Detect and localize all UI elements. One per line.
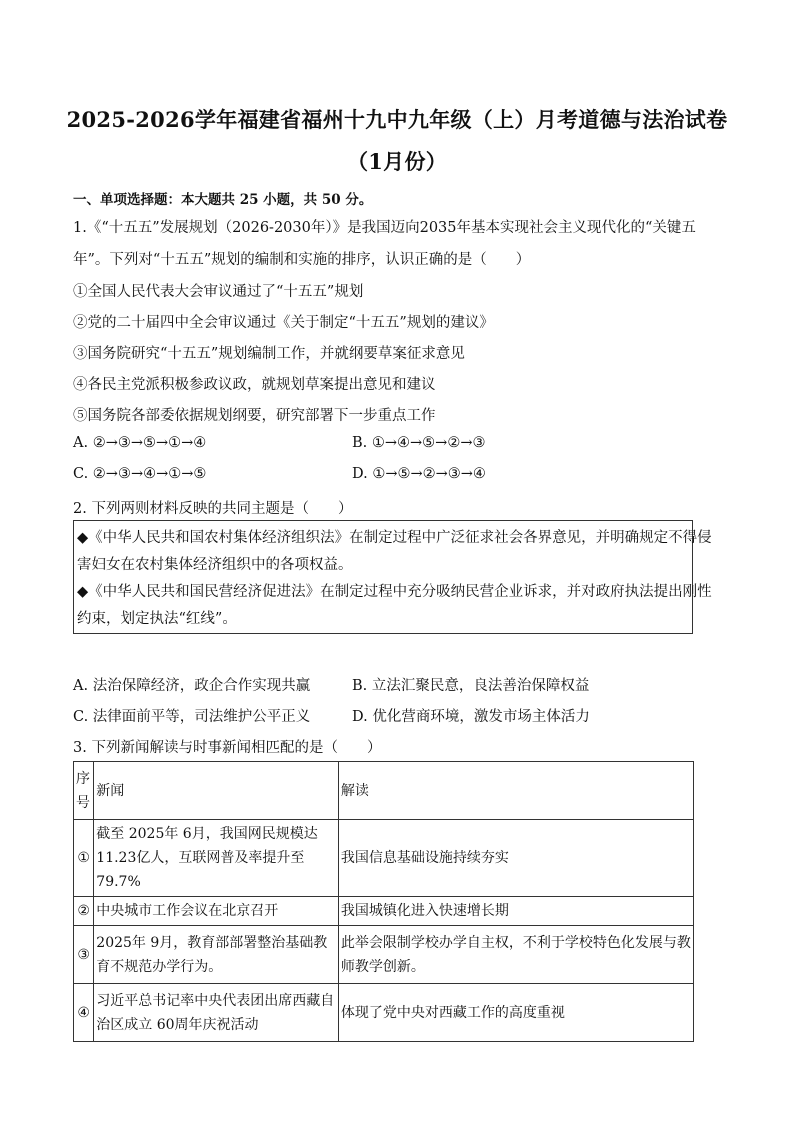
row-number: ① (74, 820, 94, 897)
q1-item-3: ③国务院研究“十五五”规划编制工作，并就纲要草案征求意见 (73, 346, 465, 362)
row-interpretation: 体现了党中央对西藏工作的高度重视 (338, 984, 693, 1042)
q2-stem: 2. 下列两则材料反映的共同主题是（ ） (73, 501, 353, 517)
q2-material-box (73, 520, 712, 634)
row-interpretation: 我国信息基础设施持续夯实 (338, 820, 693, 897)
q1-option-b[interactable]: B. ①→④→⑤→②→③ (352, 435, 486, 451)
row-number: ③ (74, 926, 94, 984)
q2-material-line4: 约束，划定执法“红线”。 (77, 611, 237, 627)
table-row (74, 820, 694, 897)
q1-option-c[interactable]: C. ②→③→④→①→⑤ (73, 466, 207, 482)
row-news: 2025年 9月，教育部部署整治基础教育不规范办学行为。 (94, 926, 339, 984)
header-news: 新闻 (94, 762, 339, 820)
q2-material-line1: ◆《中华人民共和国农村集体经济组织法》在制定过程中广泛征求社会各界意见，并明确规定不得侵 (77, 530, 712, 546)
table-row (74, 897, 694, 926)
q3-stem: 3. 下列新闻解读与时事新闻相匹配的是（ ） (73, 740, 382, 756)
q1-stem-line2: 年”。下列对“十五五”规划的编制和实施的排序，认识正确的是（ ） (73, 252, 531, 268)
q1-item-5: ⑤国务院各部委依据规划纲要，研究部署下一步重点工作 (73, 408, 436, 424)
q2-option-d[interactable]: D. 优化营商环境，激发市场主体活力 (352, 709, 590, 725)
exam-title: 2025-2026学年福建省福州十九中九年级（上）月考道德与法治试卷 (66, 107, 728, 132)
q1-option-d[interactable]: D. ①→⑤→②→③→④ (352, 466, 486, 482)
q3-news-table (73, 761, 694, 1042)
row-interpretation: 我国城镇化进入快速增长期 (338, 897, 693, 926)
header-number: 序号 (74, 762, 94, 820)
table-header-row (74, 762, 694, 820)
row-interpretation: 此举会限制学校办学自主权，不利于学校特色化发展与教师教学创新。 (338, 926, 693, 984)
q2-option-a[interactable]: A. 法治保障经济，政企合作实现共赢 (73, 678, 311, 694)
row-news: 截至 2025年 6月，我国网民规模达11.23亿人，互联网普及率提升至 79.7% (94, 820, 339, 897)
header-interpretation: 解读 (338, 762, 693, 820)
row-news: 中央城市工作会议在北京召开 (94, 897, 339, 926)
q1-item-1: ①全国人民代表大会审议通过了“十五五”规划 (73, 284, 364, 300)
row-number: ② (74, 897, 94, 926)
exam-subtitle: （1月份） (346, 149, 448, 174)
q2-material-line2: 害妇女在农村集体经济组织中的各项权益。 (77, 557, 353, 573)
q1-stem-line1: 1.《“十五五”发展规划（2026-2030年）》是我国迈向2035年基本实现社会主义现代化的“关键五 (73, 220, 696, 236)
q1-item-4: ④各民主党派积极参政议政，就规划草案提出意见和建议 (73, 377, 436, 393)
q2-option-b[interactable]: B. 立法汇聚民意，良法善治保障权益 (352, 678, 590, 694)
table-row (74, 926, 694, 984)
table-row (74, 984, 694, 1042)
section-heading: 一、单项选择题：本大题共 25 小题，共 50 分。 (73, 192, 373, 208)
q2-option-c[interactable]: C. 法律面前平等，司法维护公平正义 (73, 709, 311, 725)
row-news: 习近平总书记率中央代表团出席西藏自治区成立 60周年庆祝活动 (94, 984, 339, 1042)
q1-item-2: ②党的二十届四中全会审议通过《关于制定“十五五”规划的建议》 (73, 315, 494, 331)
row-number: ④ (74, 984, 94, 1042)
q1-option-a[interactable]: A. ②→③→⑤→①→④ (73, 435, 207, 451)
q2-material-line3: ◆《中华人民共和国民营经济促进法》在制定过程中充分吸纳民营企业诉求，并对政府执法提出刚性 (77, 584, 712, 600)
